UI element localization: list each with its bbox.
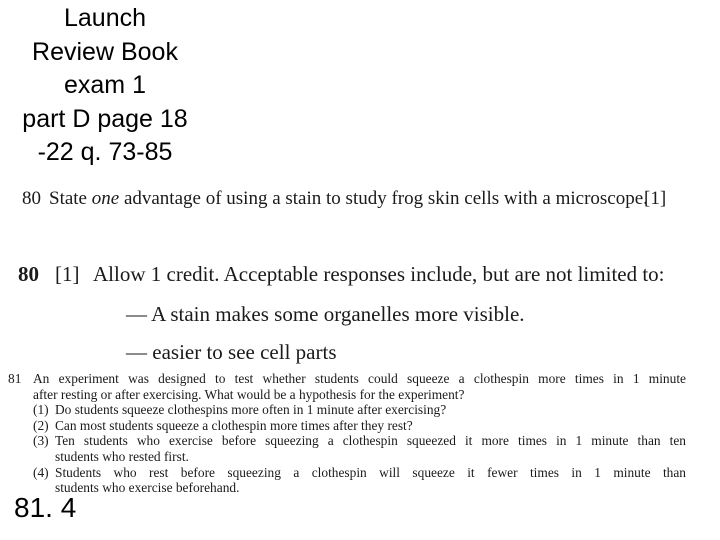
title-line: Launch <box>63 4 147 32</box>
question-number: 81 <box>8 371 22 386</box>
question-emphasis: one <box>91 188 120 209</box>
choice-text: Ten students who exercise before squeezing a clothespin squeezed it more times in 1 minute than ten <box>55 433 686 449</box>
answer-80 <box>18 262 698 287</box>
answer-81: 81. 4 <box>14 492 77 523</box>
choice-text: Students who rest before squeezing a clothespin will squeeze it fewer times in 1 minute than <box>55 464 686 480</box>
choice-label: (2) <box>33 417 49 433</box>
choice-text: students who rested first. <box>55 448 189 464</box>
answer-bullet: — easier to see cell parts <box>126 340 337 364</box>
question-81 <box>8 371 686 496</box>
title-line: part D page 18 <box>22 104 188 133</box>
slide-title <box>0 2 210 170</box>
question-points: [1] <box>644 188 667 209</box>
answer-choice <box>8 465 686 496</box>
question-80 <box>22 188 702 210</box>
choice-label: (3) <box>33 433 49 449</box>
title-line: -22 q. 73-85 <box>37 138 173 166</box>
choice-text: Can most students squeeze a clothespin more times after they rest? <box>55 417 413 433</box>
answer-bullet: — A stain makes some organelles more visible. <box>126 302 525 326</box>
title-line: Review Book <box>32 37 178 66</box>
choice-text: students who exercise beforehand. <box>55 480 240 496</box>
answer-number: 80 <box>18 262 39 286</box>
answer-choice <box>8 402 686 418</box>
answer-choice <box>8 418 686 434</box>
answer-text: Allow 1 credit. Acceptable responses include, but are not limited to: <box>93 262 665 286</box>
question-stem <box>8 371 686 402</box>
choice-label: (1) <box>33 402 49 418</box>
question-text: State <box>49 188 92 209</box>
stem-line: An experiment was designed to test whether students could squeeze a clothespin more times in 1 minute <box>33 371 686 386</box>
choice-text: Do students squeeze clothespins more often in 1 minute after exercising? <box>55 402 447 418</box>
title-line: exam 1 <box>64 71 146 99</box>
answer-choice <box>8 433 686 464</box>
answer-points: [1] <box>55 262 80 286</box>
stem-line: after resting or after exercising. What would be a hypothesis for the experiment? <box>33 386 465 402</box>
question-number: 80 <box>22 188 41 209</box>
question-text: advantage of using a stain to study frog skin cells with a microscope. <box>119 188 648 209</box>
choice-label: (4) <box>33 464 49 480</box>
